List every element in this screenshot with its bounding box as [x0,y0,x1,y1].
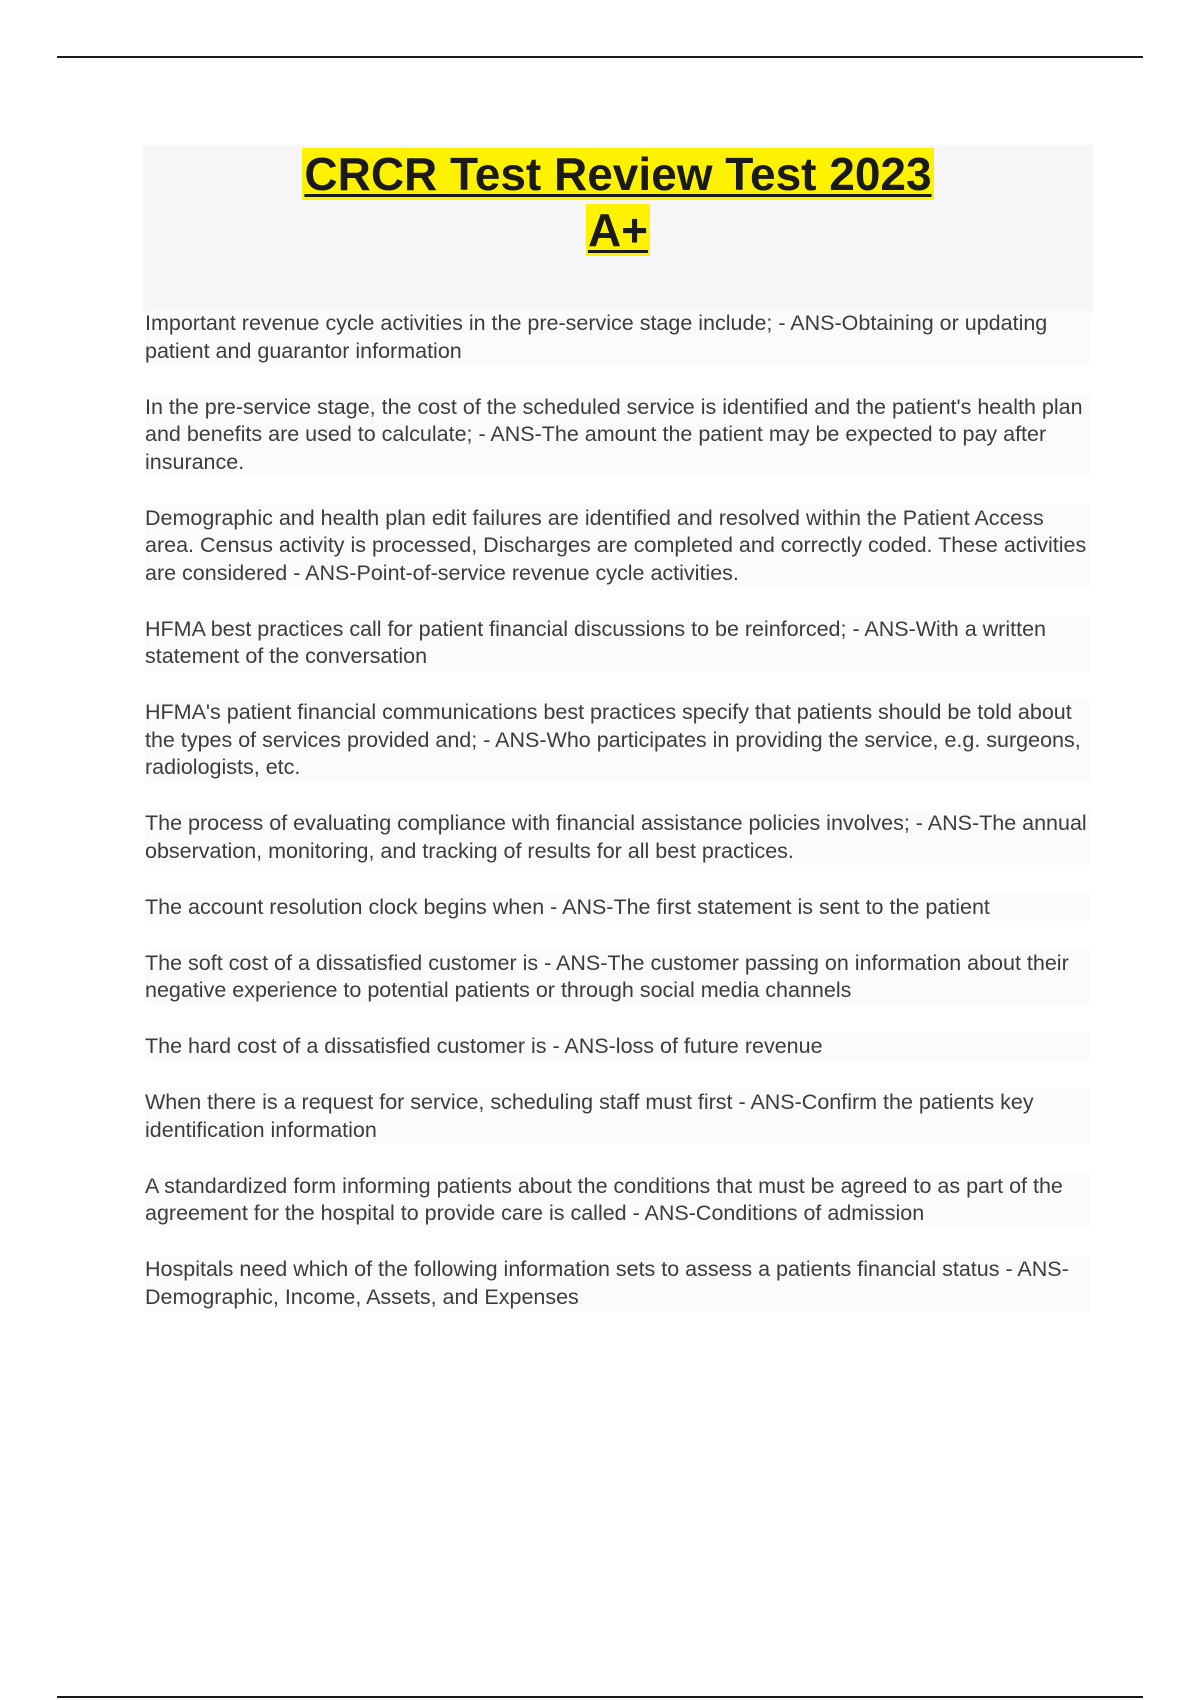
qa-item-12: Hospitals need which of the following information sets to assess a patients financial status - ANS-Demographic, Income, Assets, and Expenses [145,1256,1090,1311]
qa-item-10: When there is a request for service, scheduling staff must first - ANS-Confirm the patients key identification information [145,1089,1090,1144]
qa-item-7: The account resolution clock begins when - ANS-The first statement is sent to the patient [145,894,1090,922]
qa-item-1: Important revenue cycle activities in the pre-service stage include; - ANS-Obtaining or updating patient and guarantor information [145,310,1090,365]
qa-item-9: The hard cost of a dissatisfied customer is - ANS-loss of future revenue [145,1033,1090,1061]
title-line-1: CRCR Test Review Test 2023 [304,148,932,200]
qa-item-3: Demographic and health plan edit failures are identified and resolved within the Patient Access area. Census activity is processed, Discharges are completed and correctly coded. These activities are considered - ANS-Point-of-service revenue cycle activities. [145,505,1090,588]
title-line-2: A+ [587,204,649,256]
qa-item-4: HFMA best practices call for patient financial discussions to be reinforced; - ANS-With a written statement of the conversation [145,616,1090,671]
top-rule [57,56,1143,58]
qa-item-2: In the pre-service stage, the cost of the scheduled service is identified and the patient's health plan and benefits are used to calculate; - ANS-The amount the patient may be expected to pay after insurance. [145,394,1090,477]
page-title [143,146,1093,258]
qa-item-11: A standardized form informing patients about the conditions that must be agreed to as part of the agreement for the hospital to provide care is called - ANS-Conditions of admission [145,1173,1090,1228]
qa-item-8: The soft cost of a dissatisfied customer is - ANS-The customer passing on information about their negative experience to potential patients or through social media channels [145,950,1090,1005]
qa-item-5: HFMA's patient financial communications best practices specify that patients should be told about the types of services provided and; - ANS-Who participates in providing the service, e.g. surgeons, radiologists, etc. [145,699,1090,782]
bottom-rule [57,1696,1143,1698]
qa-item-6: The process of evaluating compliance with financial assistance policies involves; - ANS-The annual observation, monitoring, and tracking of results for all best practices. [145,810,1090,865]
qa-list [145,310,1090,1340]
